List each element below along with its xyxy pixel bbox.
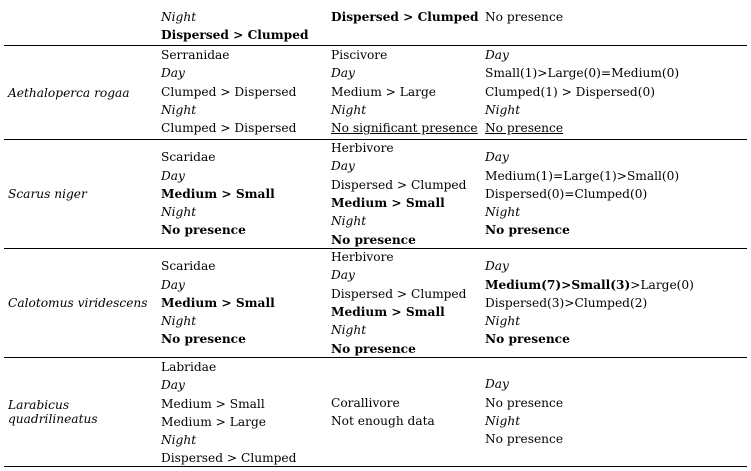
cell-line: No presence — [161, 223, 246, 238]
cell-line: No presence — [161, 332, 246, 347]
cell-line: No presence — [485, 121, 564, 136]
cell-line: Labridae — [161, 360, 217, 374]
cell-line: Day — [485, 48, 509, 62]
cell-line: Dispersed > Clumped — [331, 177, 467, 192]
cell-line: No presence — [485, 332, 570, 347]
cell-line: Dispersed > Clumped — [331, 286, 467, 301]
table-row — [4, 45, 747, 139]
cell-line: Piscivore — [331, 48, 388, 62]
cell-line: Medium > Large — [331, 84, 436, 99]
results-table — [4, 8, 747, 467]
cell-line: Dispersed > Clumped — [161, 451, 297, 466]
cell-line — [485, 276, 747, 294]
cell-line: Medium > Small — [331, 196, 445, 210]
species-name: Calotomus viridescens — [8, 296, 148, 310]
cell-line: Night — [485, 205, 521, 220]
cell-line: Dispersed > Clumped — [331, 10, 479, 24]
species-name: Larabicus quadrilineatus — [8, 398, 98, 426]
cell-line: Day — [161, 277, 185, 292]
cell-line: Corallivore — [331, 395, 400, 410]
cell-line: Day — [161, 378, 185, 393]
cell-line: Day — [485, 377, 509, 392]
species-cell — [4, 8, 157, 45]
cell-line: Serranidae — [161, 48, 230, 62]
cell-line: No presence — [331, 232, 416, 247]
species-cell — [4, 46, 157, 139]
result-cell — [481, 358, 747, 466]
result-cell — [481, 8, 747, 45]
cell-line: Medium > Small — [161, 186, 275, 201]
cell-line: Night — [485, 314, 521, 329]
cell-line: Clumped > Dispersed — [161, 121, 297, 136]
cell-line: Medium > Small — [161, 396, 265, 411]
table-row — [4, 248, 747, 357]
result-cell — [481, 140, 747, 248]
species-name: Scarus niger — [8, 187, 87, 201]
cell-line: Day — [485, 259, 509, 274]
family-cell — [157, 8, 327, 45]
cell-line: Night — [161, 205, 197, 220]
cell-line: Clumped(1) > Dispersed(0) — [485, 84, 655, 99]
species-cell — [4, 249, 157, 357]
cell-line: No presence — [485, 395, 564, 410]
cell-line: No presence — [485, 432, 564, 447]
cell-line: Small(1)>Large(0)=Medium(0) — [485, 66, 680, 81]
cell-line: No presence — [485, 223, 570, 238]
cell-line: Dispersed(3)>Clumped(2) — [485, 295, 648, 310]
table-row — [4, 357, 747, 466]
cell-line: Medium > Small — [331, 305, 445, 319]
cell-line: Day — [331, 159, 355, 174]
cell-text-part: Medium(7)>Small(3) — [485, 277, 631, 292]
cell-line: Day — [161, 168, 185, 183]
table-row — [4, 8, 747, 45]
diet-cell — [327, 358, 481, 466]
cell-line: Medium > Large — [161, 414, 266, 429]
cell-line: Night — [161, 433, 197, 448]
family-cell — [157, 140, 327, 248]
diet-cell — [327, 249, 481, 357]
cell-text-part: >Large(0) — [630, 277, 694, 292]
table-row — [4, 139, 747, 248]
cell-line: Herbivore — [331, 250, 394, 265]
cell-line: Night — [331, 102, 367, 117]
diet-cell — [327, 46, 481, 139]
species-cell — [4, 358, 157, 466]
cell-line: Dispersed(0)=Clumped(0) — [485, 186, 648, 201]
cell-line: Clumped > Dispersed — [161, 84, 297, 99]
cell-line: No significant presence — [331, 121, 478, 136]
cell-line: Medium(1)=Large(1)>Small(0) — [485, 168, 680, 183]
cell-line: Not enough data — [331, 414, 435, 428]
cell-line: Night — [161, 102, 197, 117]
cell-line: Medium > Small — [161, 295, 275, 310]
cell-line: Night — [161, 10, 197, 24]
species-name: Aethaloperca rogaa — [8, 85, 130, 100]
cell-line: Night — [331, 214, 367, 229]
result-cell — [481, 249, 747, 357]
diet-cell — [327, 8, 481, 45]
family-cell — [157, 46, 327, 139]
cell-line: Day — [331, 66, 355, 81]
cell-line: Scaridae — [161, 259, 216, 274]
cell-line: No presence — [485, 10, 564, 24]
diet-cell — [327, 140, 481, 248]
cell-line: No presence — [331, 341, 416, 356]
cell-line: Scaridae — [161, 150, 216, 165]
cell-line: Day — [161, 66, 185, 81]
cell-line: Herbivore — [331, 141, 394, 156]
species-cell — [4, 140, 157, 248]
cell-line: Night — [331, 323, 367, 338]
family-cell — [157, 249, 327, 357]
cell-line: Night — [485, 414, 521, 428]
cell-line: Dispersed > Clumped — [161, 28, 309, 43]
family-cell — [157, 358, 327, 466]
cell-line: Day — [331, 268, 355, 283]
cell-line: Day — [485, 150, 509, 165]
cell-line: Night — [161, 314, 197, 329]
result-cell — [481, 46, 747, 139]
cell-line: Night — [485, 102, 521, 117]
